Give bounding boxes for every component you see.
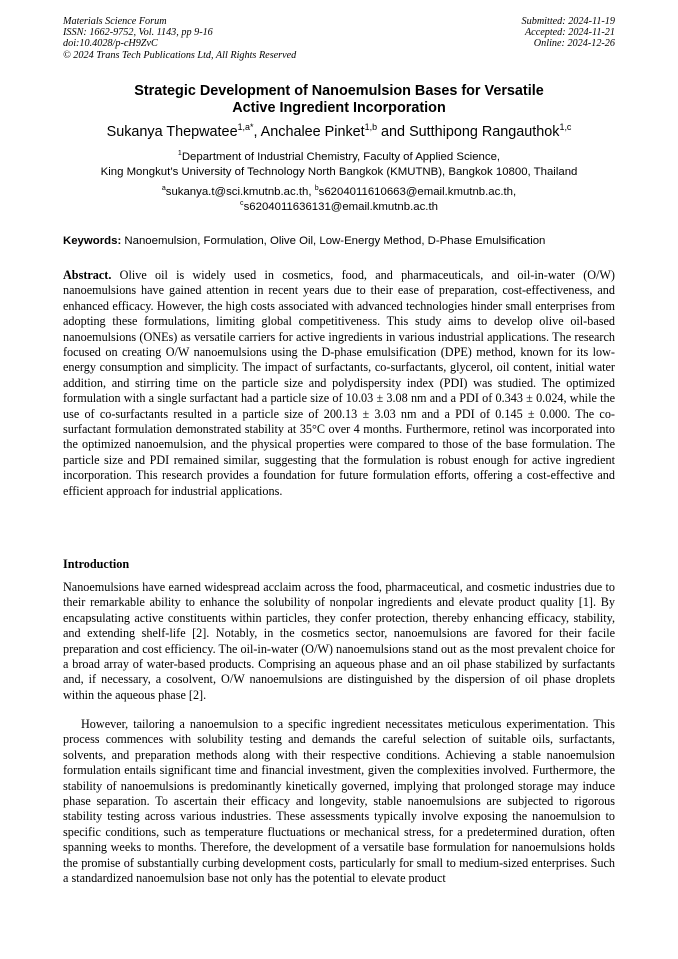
abstract-label: Abstract. bbox=[63, 268, 112, 282]
keywords-label: Keywords: bbox=[63, 235, 122, 247]
keywords-text: Nanoemulsion, Formulation, Olive Oil, Low-Energy Method, D-Phase Emulsification bbox=[121, 235, 546, 247]
author-affiliation-mark: 1,c bbox=[559, 122, 572, 133]
abstract bbox=[63, 268, 615, 499]
email-mark: a bbox=[161, 185, 166, 193]
journal-header-left bbox=[63, 16, 296, 61]
journal-doi[interactable]: doi:10.4028/p-cH9ZvC bbox=[63, 38, 158, 50]
author-name: Sutthipong Rangauthok bbox=[409, 124, 560, 140]
author-emails bbox=[30, 185, 648, 214]
copyright-notice: © 2024 Trans Tech Publications Ltd, All Rights Reserved bbox=[63, 49, 297, 61]
email-link[interactable]: s6204011636131@email.kmutnb.ac.th bbox=[243, 200, 438, 213]
journal-issn: ISSN: 1662-9752, Vol. 1143, pp 9-16 bbox=[63, 27, 213, 39]
accepted-date: Accepted: 2024-11-21 bbox=[524, 27, 615, 39]
affiliation-line-1: $^1$Department of Industrial Chemistry, Faculty of Applied Science, bbox=[177, 150, 501, 163]
author-name: Sukanya Thepwatee bbox=[106, 124, 238, 140]
author-list bbox=[20, 124, 658, 141]
author-separator: , bbox=[253, 124, 261, 140]
email-link[interactable]: s6204011610663@email.kmutnb.ac.th, bbox=[318, 186, 517, 198]
keywords bbox=[63, 234, 623, 248]
introduction-paragraph-2: However, tailoring a nanoemulsion to a specific ingredient necessitates meticulous experimentation. This process commences with solubility testing and demands the careful selection of suitable oils, surfactants, solvents, and preparation methods along with their respective conditions. Achieving a stable nanoemulsion formulation entails significant time and financial investment, given the complexities involved. Furthermore, the stability of nanoemulsions is predominantly kinetically governed, implying that prolonged storage may induce phase separation. To ascertain their efficacy and longevity, stable nanoemulsions are subjected to rigorous stability testing across various industries. These assessments typically involve exposing the nanoemulsion to specific conditions, such as temperature fluctuations or mechanical stress, for a predetermined duration, often spanning weeks to months. Therefore, the development of a versatile base formulation for nanoemulsions holds the promise of substantially curbing development costs, particularly for small to medium-sized enterprises. Such a standardized nanoemulsion base not only has the potential to elevate product bbox=[63, 717, 615, 886]
submitted-date: Submitted: 2024-11-19 bbox=[521, 16, 615, 27]
introduction-paragraph-1: Nanoemulsions have earned widespread acclaim across the food, pharmaceutical, and cosmetic industries due to their remarkable ability to enhance the solubility of nonpolar ingredients and elevate product quality [1]. By encapsulating active constituents within particles, they confer protection, thereby enhancing efficacy, stability, and extending shelf-life [2]. Notably, in the cosmetics sector, nanoemulsions are favored for their facile preparation and cost efficiency. The oil-in-water (O/W) nanoemulsions stand out as the most prevalent choice for a broad array of water-based products. Comprising an aqueous phase and an oil phase stabilized by surfactants and, if necessary, a cosolvent, O/W nanoemulsions are distinguished by the dispersion of oil phase droplets within the aqueous phase [2]. bbox=[63, 580, 615, 702]
title-line-2: Active Ingredient Incorporation bbox=[232, 100, 446, 116]
affiliation-mark: 1 bbox=[177, 150, 182, 158]
author-affiliation-mark: 1,a* bbox=[237, 122, 254, 133]
author-affiliation-mark: 1,b bbox=[364, 122, 378, 133]
email-line-1 bbox=[30, 185, 648, 200]
email-mark: c bbox=[240, 199, 244, 207]
journal-header-right bbox=[522, 16, 615, 50]
abstract-text: Olive oil is widely used in cosmetics, food, and pharmaceuticals, and oil-in-water (O/W) nanoemulsions have gained attention in recent years due to their ease of preparation, cost-effectiveness, and enhanced efficacy. However, the high costs associated with advanced technologies hinder small enterprises from adopting these formulations, limiting global competitiveness. This study aims to develop olive oil-based nanoemulsions (ONEs) as versatile carriers for active ingredients in various industrial applications. The research focused on creating O/W nanoemulsions using the D-phase emulsification (DPE) method, known for its low-energy consumption and simplicity. The impact of surfactants, co-surfactants, glycerol, oil content, initial water addition, and stirring time on the particle size and polydispersity index (PDI) was studied. The optimized formulation with a single surfactant had a particle size of 10.03 ± 3.08 nm and a PDI of 0.343 ± 0.024, while the use of co-surfactants resulted in a particle size of 200.13 ± 3.03 nm and a PDI of 0.145 ± 0.000. The co-surfactant formulation demonstrated stability at 35°C over 4 months. Furthermore, retinol was incorporated into the optimized nanoemulsion, and the physical properties were compared to those of the base formulation. The particle size and PDI remained similar, suggesting that the formulation is robust enough for active ingredient incorporation. This research provides a foundation for future formulation efforts, offering a cost-effective and efficient approach for industrial applications. bbox=[63, 268, 615, 498]
email-line-2 bbox=[30, 200, 648, 215]
author-separator: and bbox=[377, 124, 410, 140]
title-line-1: Strategic Development of Nanoemulsion Bases for Versatile bbox=[134, 83, 544, 99]
affiliation-line-2: King Mongkut’s University of Technology North Bangkok (KMUTNB), Bangkok 10800, Thailand bbox=[100, 165, 578, 178]
affiliation bbox=[30, 150, 648, 179]
author-name: Anchalee Pinket bbox=[260, 124, 365, 140]
email-link[interactable]: sukanya.t@sci.kmutnb.ac.th, bbox=[165, 186, 315, 198]
online-date: Online: 2024-12-26 bbox=[533, 38, 615, 50]
paper-title bbox=[40, 83, 638, 117]
introduction-heading: Introduction bbox=[63, 557, 130, 571]
email-mark: b bbox=[314, 185, 319, 193]
journal-name: Materials Science Forum bbox=[63, 16, 167, 27]
